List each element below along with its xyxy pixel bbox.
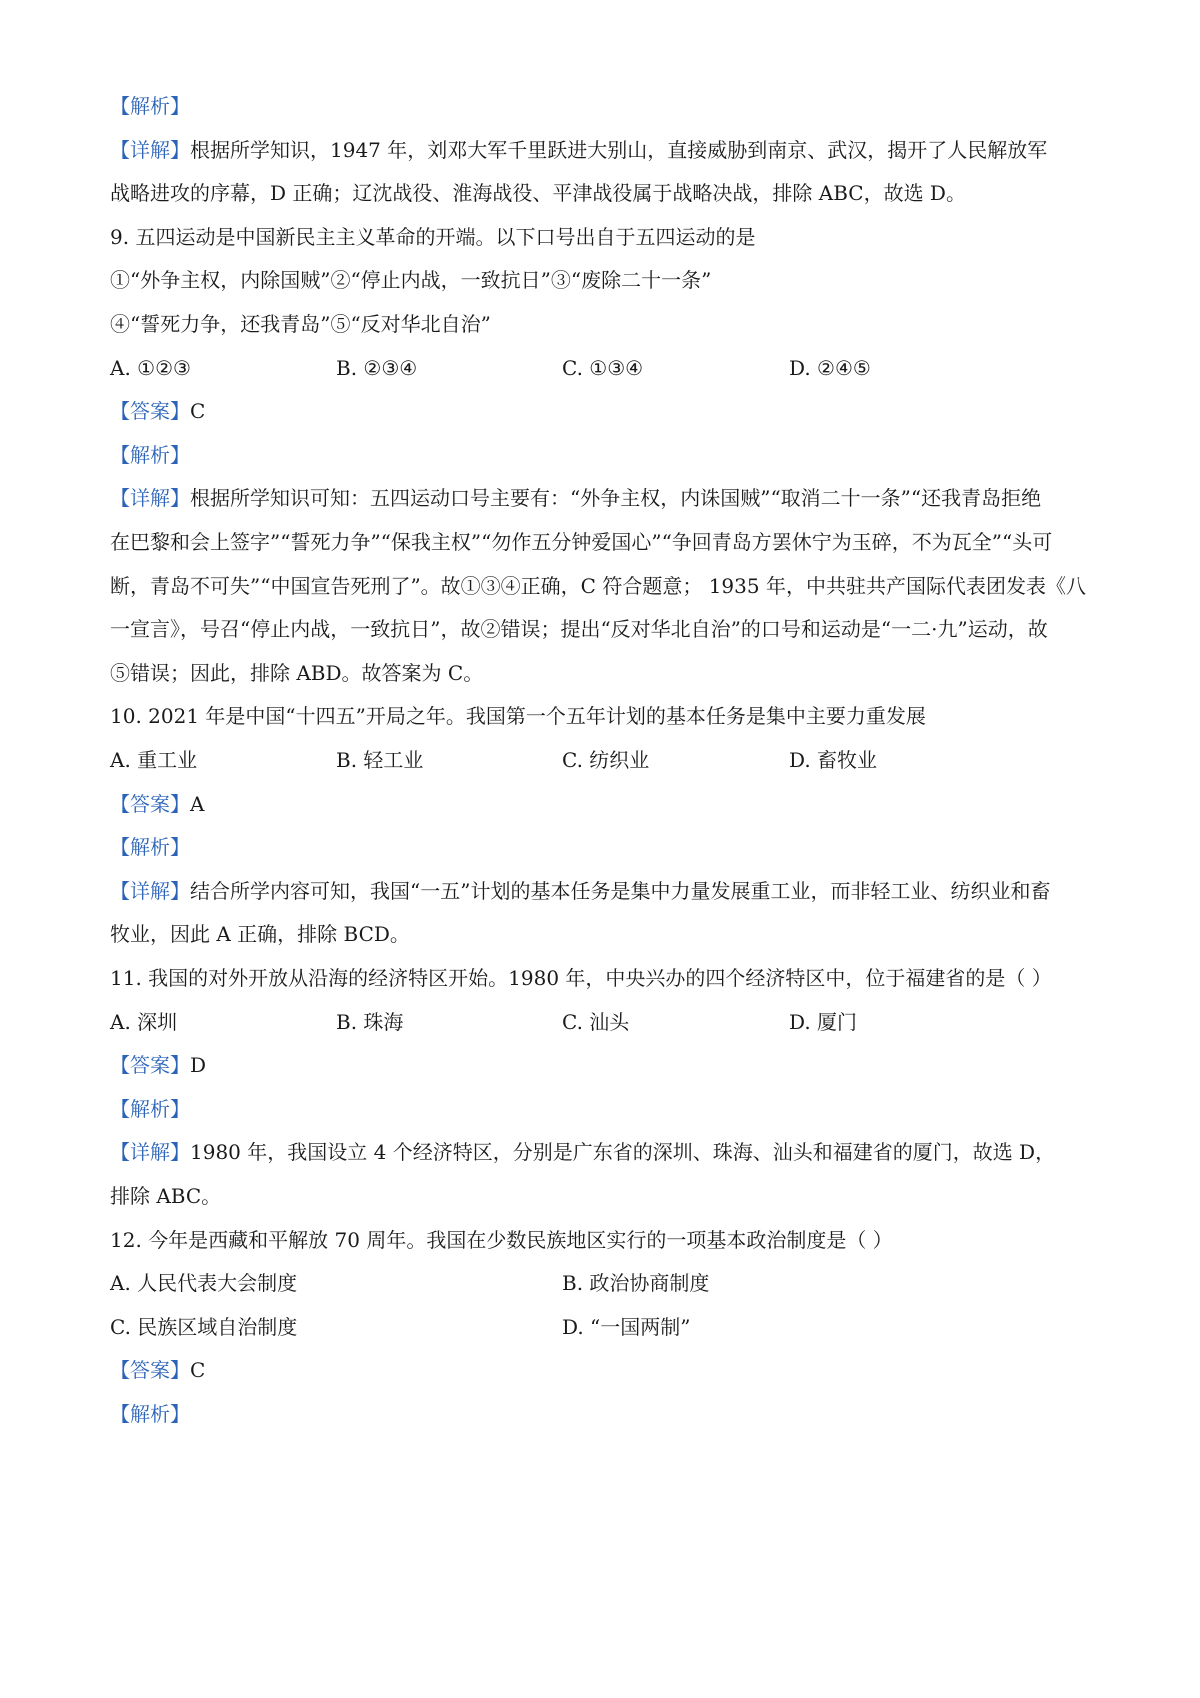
- line-text: 12. 今年是西藏和平解放 70 周年。我国在少数民族地区实行的一项基本政治制度是（ ）: [110, 1227, 893, 1252]
- text-line: [110, 790, 1100, 818]
- text-line: [110, 1138, 1100, 1166]
- text-line: [110, 702, 1100, 730]
- text-line: [110, 397, 1100, 425]
- section-label: 【详解】: [110, 137, 190, 162]
- answer-option: B. ②③④: [336, 355, 418, 380]
- line-text: 排除 ABC。: [110, 1184, 222, 1208]
- text-line: [110, 833, 1100, 861]
- line-text: C: [190, 1358, 206, 1383]
- line-text: 11. 我国的对外开放从沿海的经济特区开始。1980 年，中央兴办的四个经济特区中，位于福建省的是（ ）: [110, 966, 1052, 990]
- answer-option: A. 人民代表大会制度: [110, 1271, 298, 1296]
- line-text: 牧业，因此 A 正确，排除 BCD。: [110, 922, 410, 947]
- text-line: [110, 1226, 1100, 1254]
- line-text: 断，青岛不可失”“中国宣告死刑了”。故①③④正确，C 符合题意； 1935 年，中共驻共产国际代表团发表《八: [110, 573, 1086, 598]
- text-line: [110, 223, 1100, 251]
- line-text: 战略进攻的序幕，D 正确；辽沈战役、淮海战役、平津战役属于战略决战，排除 ABC，故选 D。: [110, 181, 966, 206]
- line-text: 根据所学知识，1947 年，刘邓大军千里跃进大别山，直接威胁到南京、武汉，揭开了人民解放军: [190, 137, 1048, 162]
- answer-option: C. ①③④: [562, 355, 644, 380]
- text-line: [110, 1182, 1100, 1210]
- answer-option: D. ②④⑤: [789, 355, 871, 380]
- text-line: [110, 877, 1100, 905]
- line-text: D: [190, 1053, 207, 1078]
- text-line: [110, 964, 1100, 992]
- text-line: [110, 136, 1100, 164]
- answer-option: A. 深圳: [110, 1009, 178, 1034]
- text-line: [110, 1051, 1100, 1079]
- line-text: ①“外争主权，内除国贼”②“停止内战，一致抗日”③“废除二十一条”: [110, 268, 712, 293]
- answer-option: C. 民族区域自治制度: [110, 1314, 298, 1339]
- text-line: [110, 92, 1100, 120]
- section-label: 【答案】: [110, 1358, 190, 1383]
- answer-option: D. 厦门: [789, 1009, 858, 1034]
- line-text: C: [190, 399, 206, 424]
- text-line: [110, 659, 1100, 687]
- line-text: ④“誓死力争，还我青岛”⑤“反对华北自治”: [110, 312, 491, 336]
- section-label: 【详解】: [110, 878, 190, 903]
- section-label: 【解析】: [110, 835, 190, 860]
- line-text: 根据所学知识可知：五四运动口号主要有：“外争主权，内诛国贼”“取消二十一条”“还我青岛拒绝: [190, 486, 1042, 511]
- text-line: [110, 179, 1100, 207]
- section-label: 【答案】: [110, 791, 190, 816]
- answer-option: A. ①②③: [110, 355, 191, 380]
- text-line: [110, 266, 1100, 294]
- line-text: 10. 2021 年是中国“十四五”开局之年。我国第一个五年计划的基本任务是集中主要力重发展: [110, 704, 926, 729]
- line-text: ⑤错误；因此，排除 ABD。故答案为 C。: [110, 660, 484, 685]
- text-line: [110, 1356, 1100, 1384]
- answer-option: D. 畜牧业: [789, 748, 878, 772]
- section-label: 【解析】: [110, 94, 190, 118]
- line-text: 在巴黎和会上签字”“誓死力争”“保我主权”“勿作五分钟爱国心”“争回青岛方罢休宁为玉碎，不为瓦全”“头可: [110, 530, 1053, 554]
- answer-option: B. 政治协商制度: [562, 1271, 710, 1296]
- text-line: [110, 1095, 1100, 1123]
- answer-option: D. “一国两制”: [562, 1314, 691, 1339]
- section-label: 【答案】: [110, 399, 190, 424]
- section-label: 【解析】: [110, 442, 190, 467]
- section-label: 【解析】: [110, 1096, 190, 1121]
- section-label: 【解析】: [110, 1402, 190, 1426]
- answer-option: A. 重工业: [110, 748, 198, 772]
- answer-option: C. 纺织业: [562, 748, 650, 772]
- text-line: [110, 310, 1100, 338]
- line-text: 1980 年，我国设立 4 个经济特区，分别是广东省的深圳、珠海、汕头和福建省的厦门，故选 D，: [190, 1140, 1056, 1165]
- answer-option: B. 轻工业: [336, 748, 424, 772]
- section-label: 【详解】: [110, 1140, 190, 1165]
- section-label: 【详解】: [110, 486, 190, 511]
- line-text: A: [190, 791, 205, 816]
- text-line: [110, 920, 1100, 948]
- text-line: [110, 528, 1100, 556]
- text-line: [110, 441, 1100, 469]
- text-line: [110, 484, 1100, 512]
- answer-option: C. 汕头: [562, 1009, 630, 1034]
- line-text: 9. 五四运动是中国新民主主义革命的开端。以下口号出自于五四运动的是: [110, 224, 756, 249]
- line-text: 结合所学内容可知，我国“一五”计划的基本任务是集中力量发展重工业，而非轻工业、纺织业和畜: [190, 878, 1051, 903]
- text-line: [110, 572, 1100, 600]
- text-line: [110, 615, 1100, 643]
- text-line: [110, 1400, 1100, 1428]
- answer-option: B. 珠海: [336, 1009, 404, 1034]
- section-label: 【答案】: [110, 1053, 190, 1078]
- line-text: 一宣言》，号召“停止内战，一致抗日”，故②错误；提出“反对华北自治”的口号和运动是“一二·九”运动，故: [110, 617, 1048, 642]
